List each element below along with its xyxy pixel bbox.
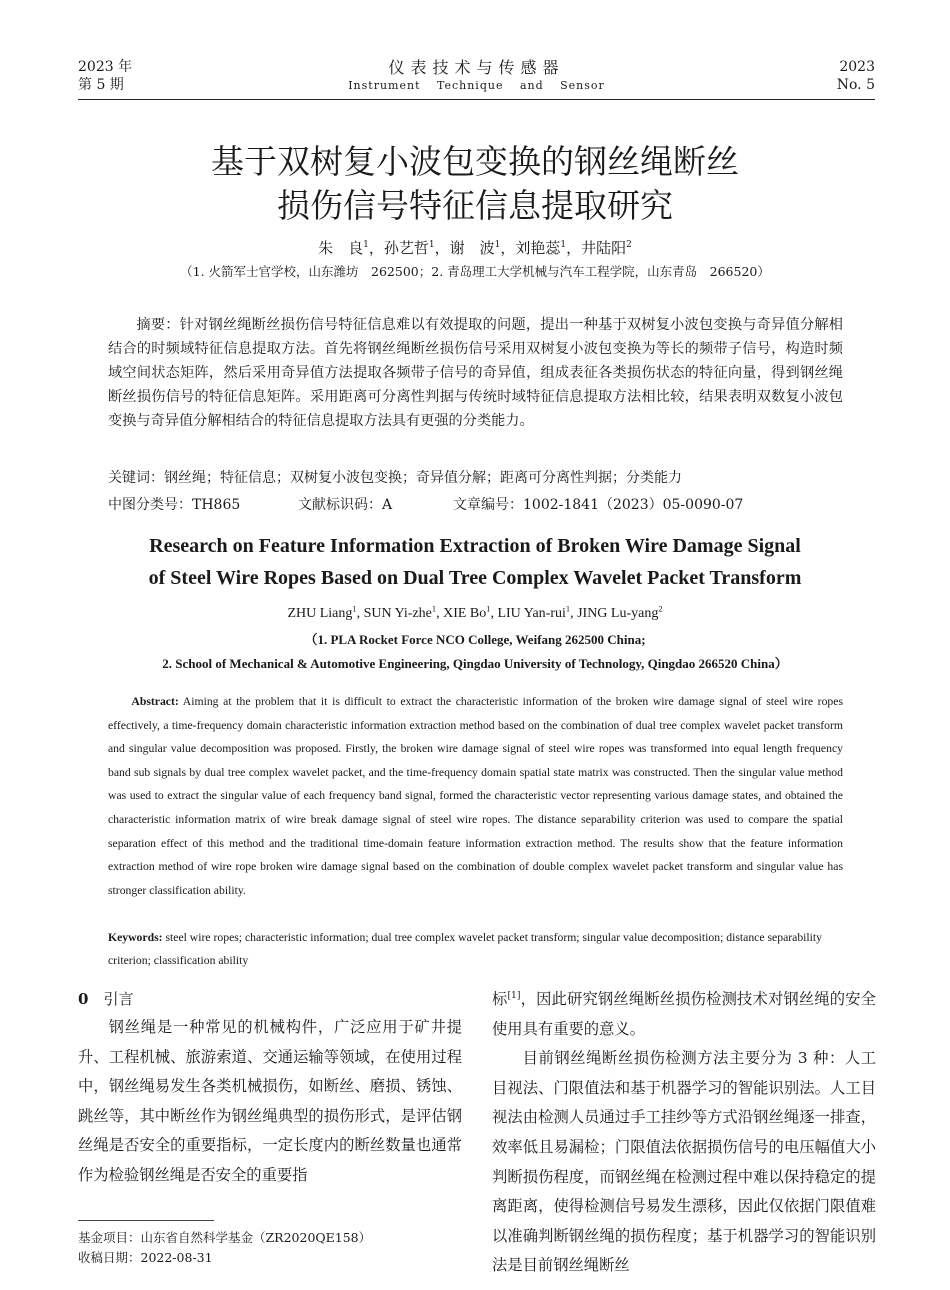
- keywords-cn-text: 钢丝绳；特征信息；双树复小波包变换；奇异值分解；距离可分离性判据；分类能力: [164, 470, 682, 486]
- paragraph-1-continued: [492, 985, 876, 1044]
- header-issue-cn: 第 5 期: [78, 77, 124, 93]
- affiliations-cn: （1. 火箭军士官学校，山东潍坊 262500；2. 青岛理工大学机械与汽车工程学院，山东青岛 266520）: [180, 264, 770, 279]
- affiliation-en-line2: 2. School of Mechanical & Automotive Engineering, Qingdao University of Technology, Qingdao 266520 China）: [162, 656, 788, 671]
- section-number: 0: [78, 990, 89, 1008]
- authors-cn: 朱 良$^1$，孙艺哲$^1$，谢 波$^1$，刘艳蕊$^1$，井陆阳$^2$: [318, 239, 632, 257]
- journal-name-en: Instrument Technique and Sensor: [348, 79, 605, 92]
- abstract-en-text: Aiming at the problem that it is difficult to extract the characteristic information of the broken wire damage signal of steel wire ropes effectively, a time-frequency domain characteristic information extraction method based on the combination of dual tree complex wavelet packet transform and singular value decomposition was proposed. Firstly, the broken wire damage signal of steel wire ropes was transformed into equal length frequency band sub signals by dual tree complex wavelet packet, and the time-frequency domain spatial state matrix was constructed. Then the singular value method was used to extract the singular value of each frequency band signal, formed the characteristic vector representing various damage states, and obtained the characteristic information matrix of wire break damage signal of steel wire ropes. The distance separability criterion was used to compare the spatial separation effect of this method and the traditional time-domain feature information extraction method. The results show that the feature information extraction method of wire rope broken wire damage signal based on the combination of double complex wavelet packet transform and singular value has stronger classification ability.: [108, 695, 843, 897]
- author-aff: 1: [565, 604, 571, 614]
- paper-title-cn: [60, 140, 890, 228]
- keywords-cn-label: 关键词：: [108, 470, 164, 486]
- footnotes: [78, 1228, 371, 1268]
- footnote-rule: [78, 1220, 214, 1221]
- body-column-left: [78, 985, 462, 1191]
- author-cn: 刘艳蕊: [515, 239, 561, 257]
- affiliation-en-line1: （1. PLA Rocket Force NCO College, Weifang 262500 China;: [304, 632, 646, 647]
- author-cn: 孙艺哲: [383, 239, 429, 257]
- keywords-en-text: steel wire ropes; characteristic information; dual tree complex wavelet packet transform; singular value decomposition; distance separability criterion; classification ability: [108, 931, 823, 967]
- title-cn-line1: 基于双树复小波包变换的钢丝绳断丝: [211, 142, 739, 181]
- author-en: XIE Bo: [443, 606, 487, 621]
- section-title: 引言: [103, 990, 134, 1008]
- paragraph-1: 钢丝绳是一种常见的机械构件，广泛应用于矿井提升、工程机械、旅游索道、交通运输等领域，在使用过程中，钢丝绳易发生各类机械损伤，如断丝、磨损、锈蚀、跳丝等，其中断丝作为钢丝绳典型的损伤形式，是评估钢丝绳是否安全的重要指标，一定长度内的断丝数量也通常作为检验钢丝绳是否安全的重要指: [78, 1018, 462, 1184]
- abstract-en-label: Abstract:: [131, 695, 179, 708]
- section-heading: [78, 985, 462, 1013]
- author-cn: 朱 良: [318, 239, 364, 257]
- document-code: 文献标识码：A: [298, 497, 393, 513]
- received-date: 收稿日期：2022-08-31: [78, 1250, 213, 1265]
- author-aff: 2: [626, 240, 632, 250]
- abstract-cn: [108, 313, 843, 433]
- paper-title-en: [70, 530, 880, 594]
- abstract-cn-text: 针对钢丝绳断丝损伤信号特征信息难以有效提取的问题，提出一种基于双树复小波包变换与奇异值分解相结合的时频域特征信息提取方法。首先将钢丝绳断丝损伤信号采用双树复小波包变换为等长的频带子信号，构造时频域空间状态矩阵，然后采用奇异值方法提取各频带子信号的奇异值，组成表征各类损伤状态的特征向量，得到钢丝绳断丝损伤信号的特征信息矩阵。采用距离可分离性判据与传统时域特征信息提取方法相比较，结果表明双数复小波包变换与奇异值分解相结合的特征信息提取方法具有更强的分类能力。: [108, 317, 843, 429]
- keywords-en: [108, 926, 843, 972]
- clc-number: 中图分类号：TH865: [108, 497, 241, 513]
- author-en: SUN Yi-zhe: [363, 606, 432, 621]
- paragraph-2: 目前钢丝绳断丝损伤检测方法主要分为 3 种：人工目视法、门限值法和基于机器学习的智能识别法。人工目视法由检测人员通过手工挂纱等方式沿钢丝绳逐一排查，效率低且易漏检；门限值法依据损伤信号的电压幅值大小判断损伤程度，而钢丝绳在检测过程中难以保持稳定的提离距离，使得检测信号易发生漂移，因此仅依据门限值难以准确判断钢丝绳的损伤程度；基于机器学习的智能识别法是目前钢丝绳断丝: [492, 1049, 876, 1275]
- classification-line: [108, 494, 843, 516]
- keywords-cn: [108, 467, 843, 489]
- paragraph-1-cont-before: 标: [492, 990, 508, 1008]
- author-aff: 1: [560, 240, 567, 250]
- author-cn: 谢 波: [449, 239, 495, 257]
- affiliations-en: [60, 628, 890, 676]
- title-cn-line2: 损伤信号特征信息提取研究: [277, 186, 673, 225]
- author-aff: 1: [363, 240, 369, 250]
- header-year-cn: 2023 年: [78, 59, 133, 75]
- title-en-line2: of Steel Wire Ropes Based on Dual Tree Complex Wavelet Packet Transform: [148, 567, 802, 589]
- article-number: 文章编号：1002-1841（2023）05-0090-07: [453, 497, 744, 513]
- journal-name-cn: 仪表技术与传感器: [388, 58, 565, 77]
- title-en-line1: Research on Feature Information Extraction of Broken Wire Damage Signal: [149, 535, 801, 557]
- keywords-en-label: Keywords:: [108, 931, 163, 944]
- fund-note: 基金项目：山东省自然科学基金（ZR2020QE158）: [78, 1230, 372, 1245]
- body-column-right: [492, 985, 876, 1281]
- author-aff: 1: [486, 604, 491, 614]
- abstract-cn-label: 摘要：: [136, 317, 180, 333]
- author-en: ZHU Liang: [287, 606, 353, 621]
- header-center: [78, 58, 875, 94]
- author-aff: 1: [428, 240, 435, 250]
- author-en: LIU Yan-rui: [497, 606, 566, 621]
- authors-en: ZHU Liang$^1$, SUN Yi-zhe$^1$, XIE Bo$^1$, LIU Yan-rui$^1$, JING Lu-yang$^2$: [287, 604, 663, 621]
- author-aff: 1: [431, 604, 437, 614]
- author-en: JING Lu-yang: [577, 606, 659, 621]
- abstract-en: [108, 690, 843, 902]
- header-right: [837, 58, 875, 94]
- author-cn: 井陆阳: [581, 239, 627, 257]
- author-aff: 1: [352, 604, 357, 614]
- paragraph-1-cont-after: ，因此研究钢丝绳断丝损伤检测技术对钢丝绳的安全使用具有重要的意义。: [492, 990, 876, 1038]
- header-issue: No. 5: [836, 77, 875, 93]
- header-rule: [78, 99, 875, 100]
- author-aff: 1: [494, 240, 501, 250]
- header-year: 2023: [839, 59, 875, 75]
- author-aff: 2: [658, 604, 663, 614]
- citation: [1]: [507, 989, 521, 1001]
- running-header: [78, 58, 875, 100]
